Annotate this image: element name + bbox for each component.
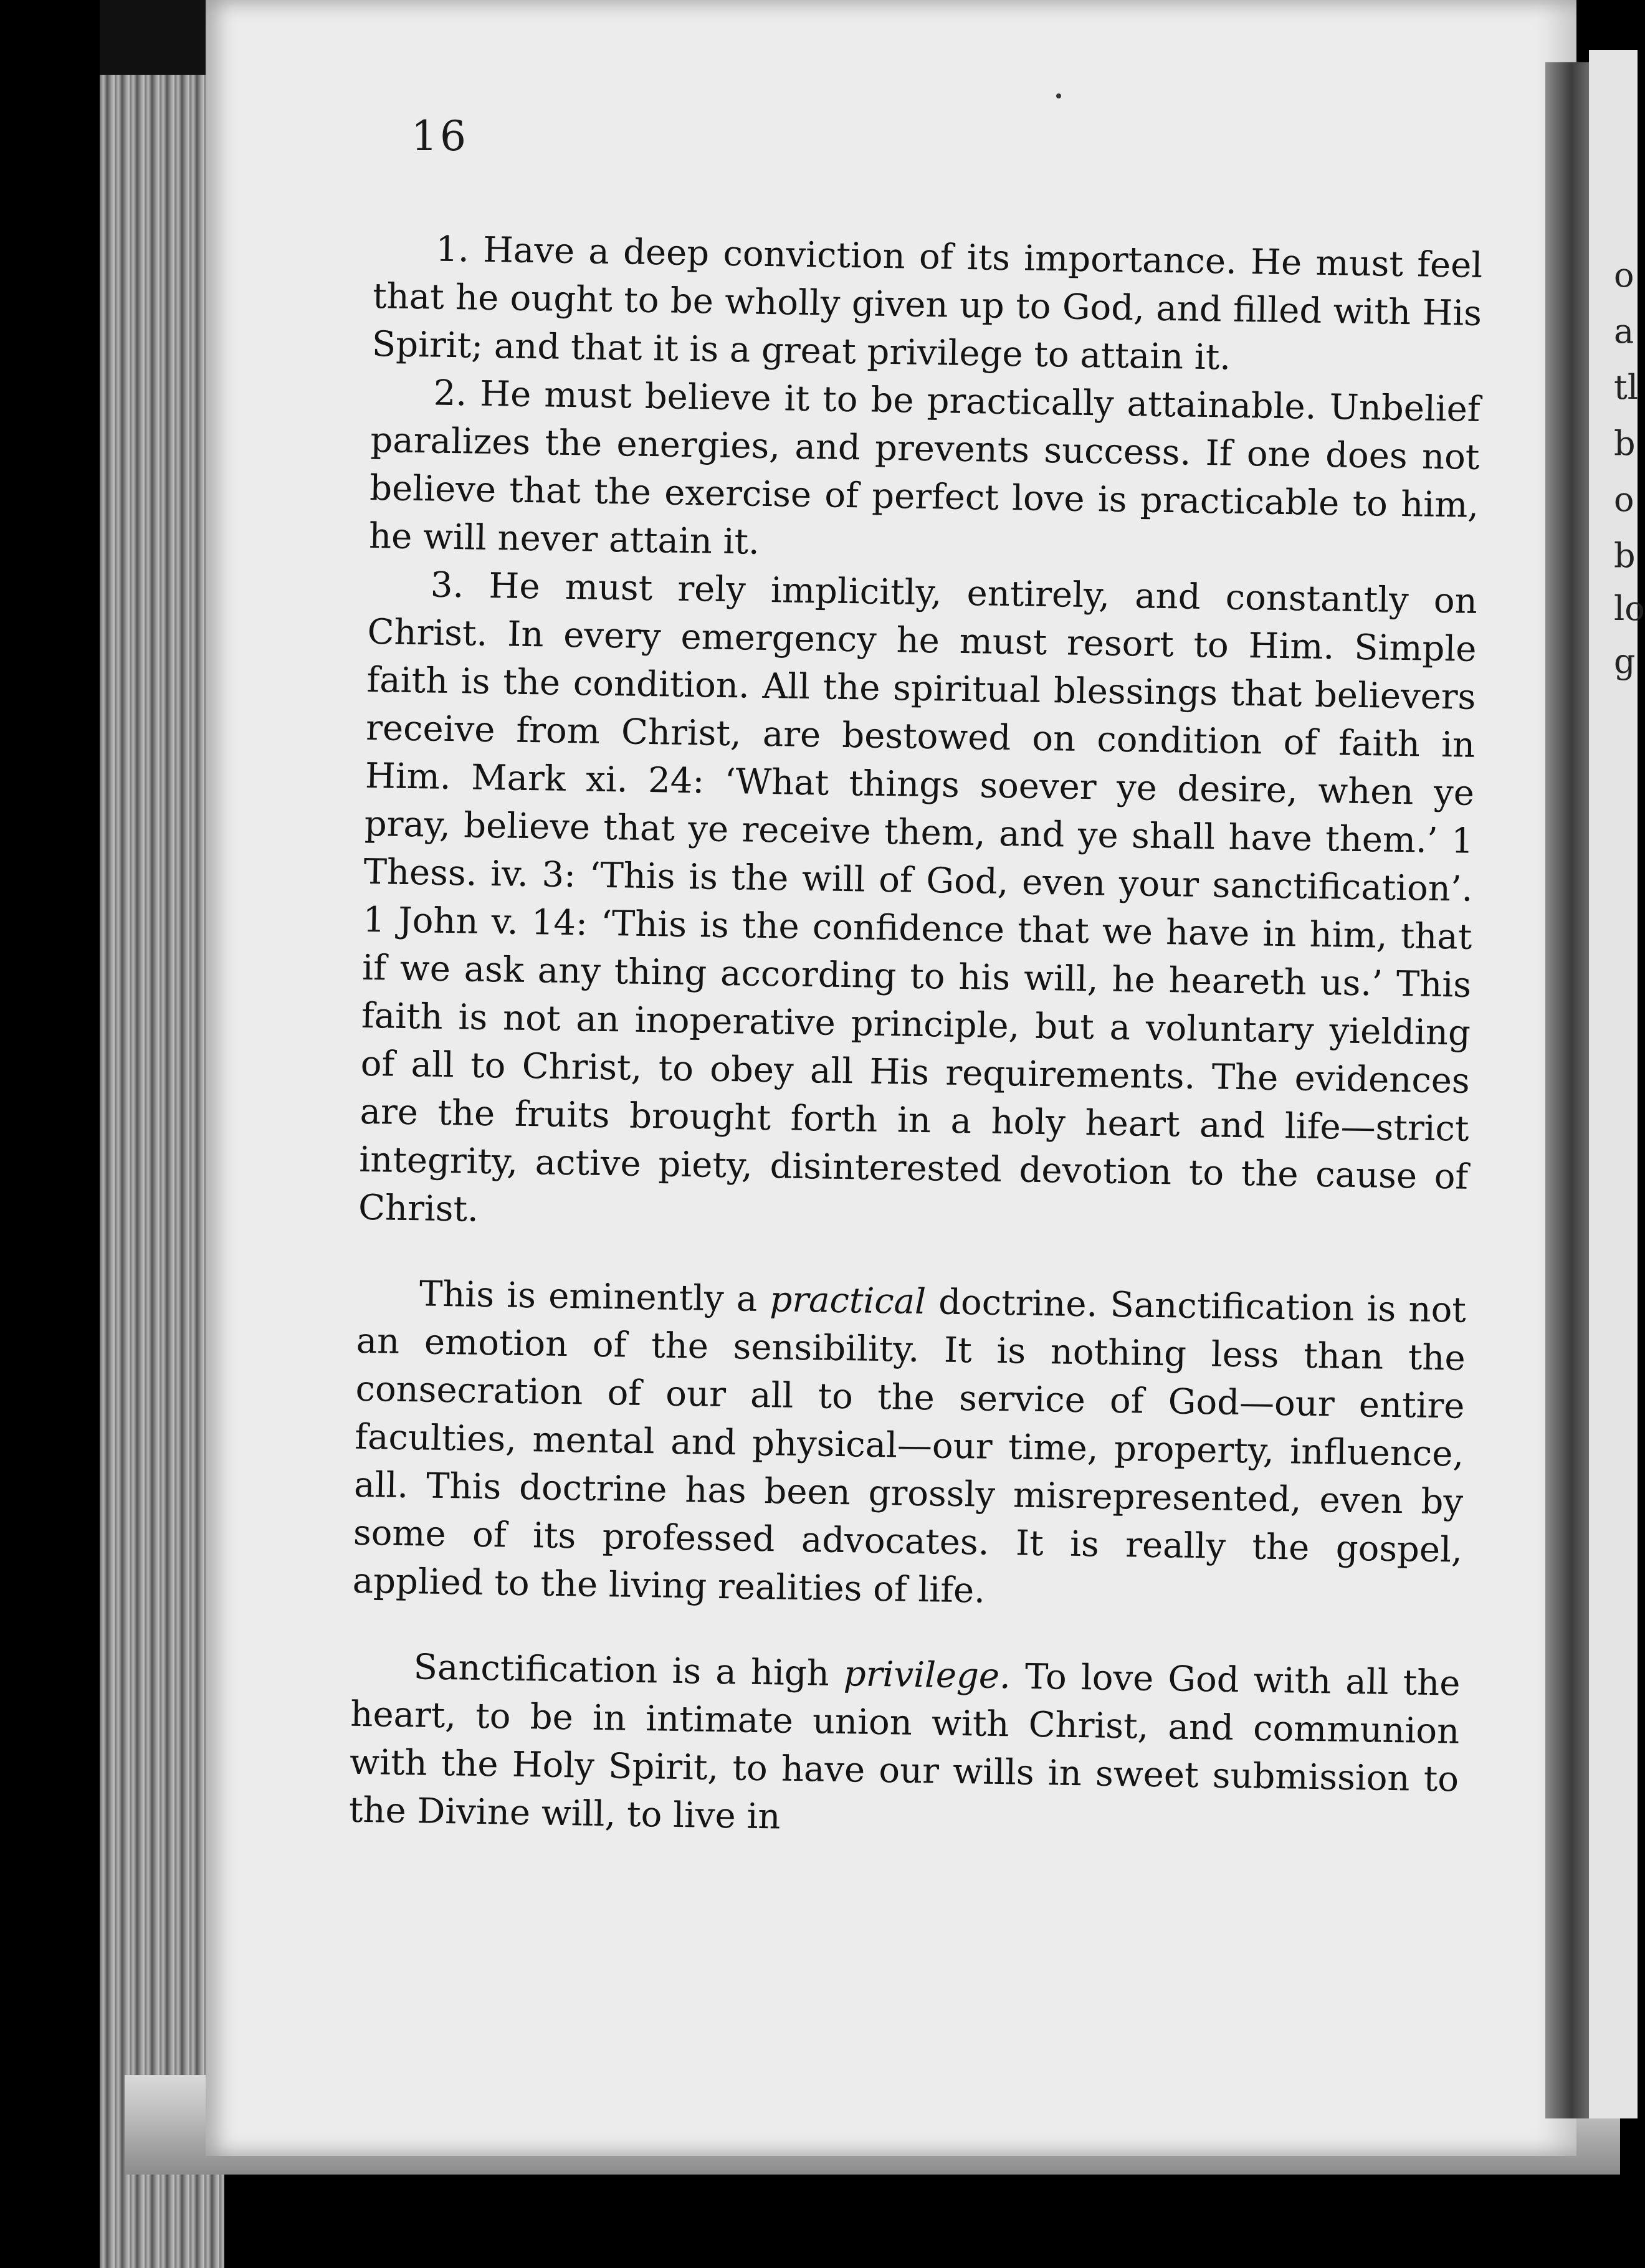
paragraph-4-lead: This is eminently a: [419, 1274, 771, 1320]
paragraph-5-rest: To love God with all the heart, to be in intimate union with Christ, and communion with the Holy Spirit, to have our wills in sweet submission to the Divine will, to live in: [348, 1656, 1461, 1837]
page-body-text: [348, 224, 1482, 1852]
paragraph-5: [348, 1642, 1461, 1852]
paragraph-4: [352, 1269, 1466, 1622]
adjacent-page-fragment: o: [1614, 480, 1634, 519]
adjacent-page-fragment: b: [1614, 424, 1636, 463]
paragraph-5-lead: Sanctification is a high: [413, 1647, 844, 1695]
page-number: 16: [411, 112, 469, 160]
adjacent-page-fragment: tl: [1614, 368, 1638, 407]
adjacent-page-fragment: g: [1614, 642, 1636, 681]
paragraph-4-rest: doctrine. Sanctification is not an emotion of the sensibility. It is nothing less than the consecration of our all to the service of God—our entire faculties, mental and physical—our time, property, influence, all. This doctrine has been grossly misrepresented, even by some of its professed advocates. It is really the gospel, applied to the living realities of life.: [352, 1282, 1467, 1611]
paragraph-2: 2. He must believe it to be practically attainable. Unbelief paralizes the energies, and prevents success. If one does not believe that the exercise of perfect love is practicable to him, he will never attain it.: [368, 373, 1481, 563]
paragraph-4-emphasis: practical: [770, 1279, 927, 1323]
dust-speck: [1056, 93, 1061, 98]
adjacent-page-fragment: lo: [1614, 589, 1645, 628]
adjacent-page-fragment: o: [1614, 255, 1634, 295]
paragraph-3: 3. He must rely implicitly, entirely, and constantly on Christ. In every emergency he must resort to Him. Simple faith is the condition. All the spiritual blessings that believers receive from Christ, are bestowed on condition of faith in Him. Mark xi. 24: ‘What things soever ye desire, when ye pray, believe that ye receive them, and ye shall have them.’ 1 Thess. iv. 3: ‘This is the will of God, even your sanctification’. 1 John v. 14: ‘This is the confidence that we have in him, that if we ask any thing according to his will, he heareth us.’ This faith is not an inoperative principle, but a voluntary yielding of all to Christ, to obey all His requirements. The evidences are the fruits brought forth in a holy heart and life—strict integrity, active piety, disinterested devotion to the cause of Christ.: [358, 565, 1478, 1230]
book-gutter: [1545, 62, 1589, 2118]
adjacent-page: [1589, 50, 1645, 2118]
paragraph-5-emphasis: privilege.: [843, 1654, 1011, 1697]
adjacent-page-fragment: a: [1614, 312, 1634, 351]
paragraph-1: 1. Have a deep conviction of its importance. He must feel that he ought to be wholly given up to God, and filled with His Spirit; and that it is a great privilege to attain it.: [371, 229, 1483, 378]
adjacent-page-fragment: b: [1614, 536, 1636, 575]
